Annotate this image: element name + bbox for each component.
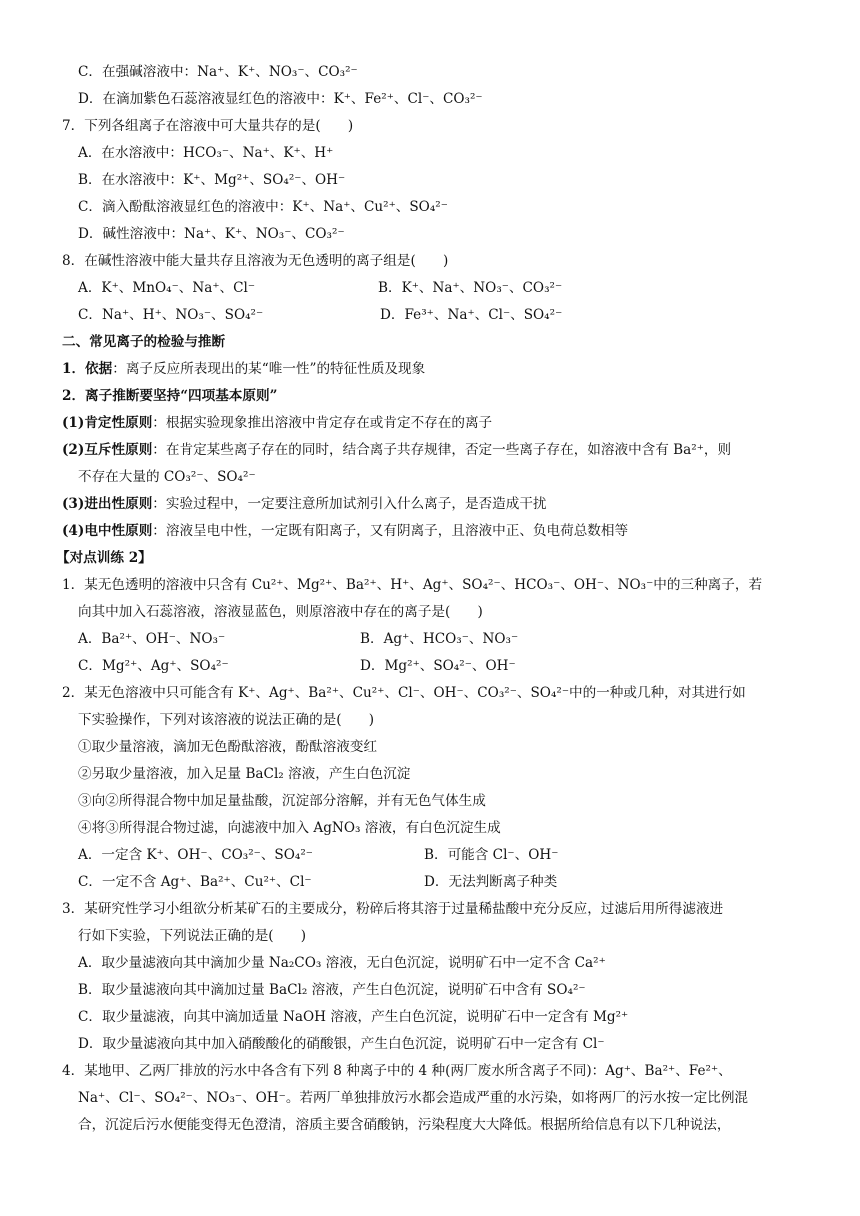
- principle-2: [62, 441, 731, 459]
- principle-basis-label: 1．依据: [62, 361, 113, 377]
- option-8c: C．Na⁺、H⁺、NO₃⁻、SO₄²⁻: [78, 307, 264, 323]
- principle-1-text: ：根据实验现象推出溶液中肯定存在或肯定不存在的离子: [152, 415, 493, 431]
- option-8b: B．K⁺、Na⁺、NO₃⁻、CO₃²⁻: [378, 280, 563, 296]
- principle-2-cont: 不存在大量的 CO₃²⁻、SO₄²⁻: [78, 469, 256, 485]
- principle-2-text: ：在肯定某些离子存在的同时，结合离子共存规律，否定一些离子存在，如溶液中含有 Ba²⁺，则: [152, 442, 732, 458]
- option-7b: B．在水溶液中：K⁺、Mg²⁺、SO₄²⁻、OH⁻: [78, 172, 346, 188]
- option-7c: C．滴入酚酞溶液显红色的溶液中：K⁺、Na⁺、Cu²⁺、SO₄²⁻: [78, 199, 448, 215]
- exercise-2-cont: 下实验操作，下列对该溶液的说法正确的是( ): [78, 712, 375, 728]
- exercise-2-step4: ④将③所得混合物过滤，向滤液中加入 AgNO₃ 溶液，有白色沉淀生成: [78, 820, 501, 836]
- principle-2-label: (2)互斥性原则: [62, 442, 153, 458]
- exercise-1: 1．某无色透明的溶液中只含有 Cu²⁺、Mg²⁺、Ba²⁺、H⁺、Ag⁺、SO₄²⁻、HCO₃⁻、OH⁻、NO₃⁻中的三种离子，若: [62, 577, 763, 593]
- principle-3: [62, 495, 547, 513]
- principle-basis: [62, 360, 425, 378]
- exercise-1a: A．Ba²⁺、OH⁻、NO₃⁻: [78, 631, 226, 647]
- exercise-1-cont: 向其中加入石蕊溶液，溶液显蓝色，则原溶液中存在的离子是( ): [78, 604, 483, 620]
- exercise-3c: C．取少量滤液，向其中滴加适量 NaOH 溶液，产生白色沉淀，说明矿石中一定含有 Mg²⁺: [78, 1009, 629, 1025]
- exercise-2b: B．可能含 Cl⁻、OH⁻: [424, 847, 559, 863]
- exercise-4-cont1: Na⁺、Cl⁻、SO₄²⁻、NO₃⁻、OH⁻。若两厂单独排放污水都会造成严重的水污染，如将两厂的污水按一定比例混: [78, 1090, 749, 1106]
- question-8: 8．在碱性溶液中能大量共存且溶液为无色透明的离子组是( ): [62, 253, 449, 269]
- exercise-2-step1: ①取少量溶液，滴加无色酚酞溶液，酚酞溶液变红: [78, 739, 378, 755]
- exercise-3-cont: 行如下实验，下列说法正确的是( ): [78, 928, 307, 944]
- exercise-3b: B．取少量滤液向其中滴加过量 BaCl₂ 溶液，产生白色沉淀，说明矿石中含有 SO₄²⁻: [78, 982, 586, 998]
- option-7d: D．碱性溶液中：Na⁺、K⁺、NO₃⁻、CO₃²⁻: [78, 226, 345, 242]
- exercise-2c: C．一定不含 Ag⁺、Ba²⁺、Cu²⁺、Cl⁻: [78, 874, 312, 890]
- principle-4: [62, 522, 628, 540]
- exercise-4-cont2: 合，沉淀后污水便能变得无色澄清，溶质主要含硝酸钠，污染程度大大降低。根据所给信息有以下几种说法，: [78, 1117, 731, 1133]
- option-6c: C．在强碱溶液中：Na⁺、K⁺、NO₃⁻、CO₃²⁻: [78, 64, 358, 80]
- exercise-4: 4．某地甲、乙两厂排放的污水中各含有下列 8 种离子中的 4 种(两厂废水所含离子不同)：Ag⁺、Ba²⁺、Fe²⁺、: [62, 1063, 732, 1079]
- exercise-1b: B．Ag⁺、HCO₃⁻、NO₃⁻: [360, 631, 519, 647]
- exercise-1c: C．Mg²⁺、Ag⁺、SO₄²⁻: [78, 658, 229, 674]
- principle-1: [62, 414, 492, 432]
- option-8d: D．Fe³⁺、Na⁺、Cl⁻、SO₄²⁻: [380, 307, 563, 323]
- option-7a: A．在水溶液中：HCO₃⁻、Na⁺、K⁺、H⁺: [78, 145, 334, 161]
- exercise-2-step2: ②另取少量溶液，加入足量 BaCl₂ 溶液，产生白色沉淀: [78, 766, 411, 782]
- section-heading: 二、常见离子的检验与推断: [62, 334, 226, 350]
- option-6d: D．在滴加紫色石蕊溶液显红色的溶液中：K⁺、Fe²⁺、Cl⁻、CO₃²⁻: [78, 91, 483, 107]
- training-heading: 【对点训练 2】: [56, 550, 152, 566]
- question-7: 7．下列各组离子在溶液中可大量共存的是( ): [62, 118, 354, 134]
- principle-4-text: ：溶液呈电中性，一定既有阳离子，又有阴离子，且溶液中正、负电荷总数相等: [152, 523, 629, 539]
- exercise-2a: A．一定含 K⁺、OH⁻、CO₃²⁻、SO₄²⁻: [78, 847, 313, 863]
- principle-3-label: (3)进出性原则: [62, 496, 153, 512]
- option-8a: A．K⁺、MnO₄⁻、Na⁺、Cl⁻: [78, 280, 256, 296]
- exercise-3: 3．某研究性学习小组欲分析某矿石的主要成分，粉碎后将其溶于过量稀盐酸中充分反应，过滤后用所得滤液进: [62, 901, 724, 917]
- principles-title: 2．离子推断要坚持“四项基本原则”: [62, 388, 278, 404]
- exercise-3d: D．取少量滤液向其中加入硝酸酸化的硝酸银，产生白色沉淀，说明矿石中一定含有 Cl⁻: [78, 1036, 605, 1052]
- exercise-2-step3: ③向②所得混合物中加足量盐酸，沉淀部分溶解，并有无色气体生成: [78, 793, 486, 809]
- exercise-2: 2．某无色溶液中只可能含有 K⁺、Ag⁺、Ba²⁺、Cu²⁺、Cl⁻、OH⁻、CO₃²⁻、SO₄²⁻中的一种或几种，对其进行如: [62, 685, 746, 701]
- exercise-3a: A．取少量滤液向其中滴加少量 Na₂CO₃ 溶液，无白色沉淀，说明矿石中一定不含 Ca²⁺: [78, 955, 606, 971]
- exercise-1d: D．Mg²⁺、SO₄²⁻、OH⁻: [360, 658, 516, 674]
- principle-4-label: (4)电中性原则: [62, 523, 153, 539]
- principle-1-label: (1)肯定性原则: [62, 415, 153, 431]
- principle-3-text: ：实验过程中，一定要注意所加试剂引入什么离子，是否造成干扰: [152, 496, 547, 512]
- exercise-2d: D．无法判断离子种类: [424, 874, 558, 890]
- principle-basis-text: ：离子反应所表现出的某“唯一性”的特征性质及现象: [112, 361, 426, 377]
